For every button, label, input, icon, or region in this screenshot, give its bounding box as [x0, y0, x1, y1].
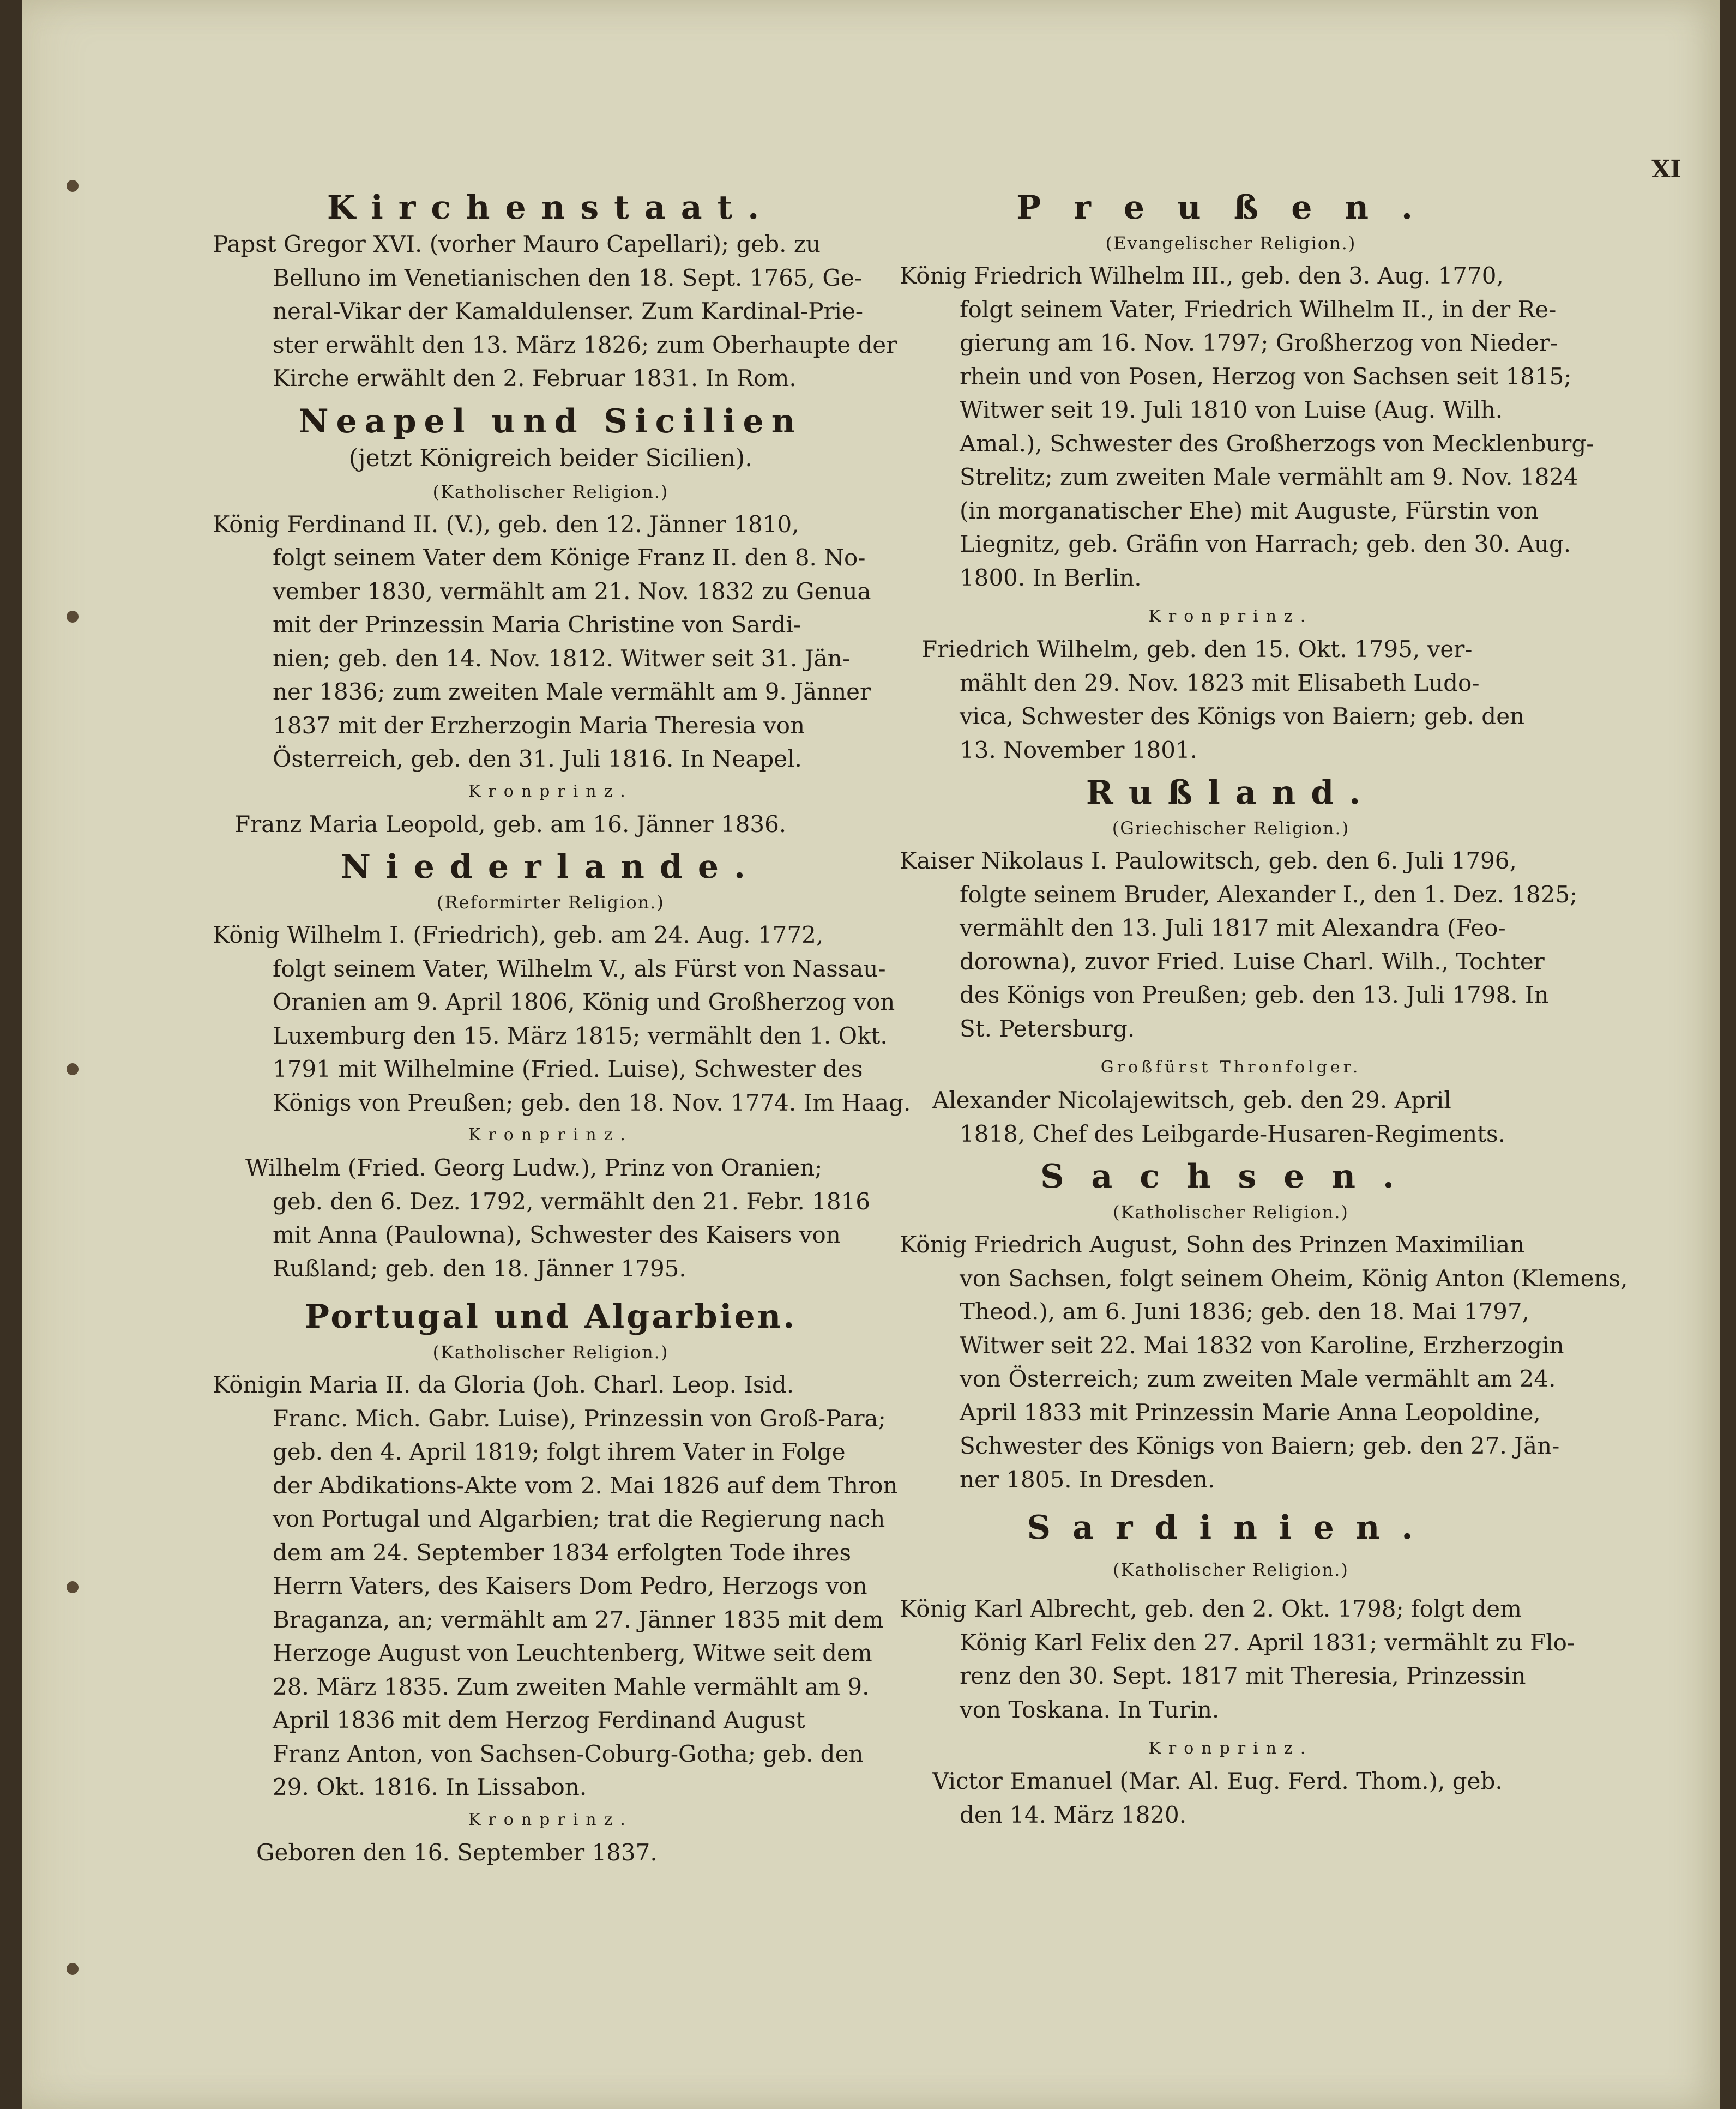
binding-stitch	[67, 1581, 79, 1593]
section-kirchenstaat	[213, 188, 897, 395]
text-line: Geboren den 16. September 1837.	[256, 1839, 658, 1866]
religion-label: (Katholischer Religion.)	[1113, 1202, 1349, 1222]
text-line: 29. Okt. 1816. In Lissabon.	[273, 1774, 587, 1800]
text-line: den 14. März 1820.	[960, 1801, 1187, 1828]
text-line: vermählt den 13. Juli 1817 mit Alexandra (Feo-	[960, 914, 1506, 941]
text-line: Franz Maria Leopold, geb. am 16. Jänner 1836.	[234, 810, 787, 837]
kronprinz-label: Kronprinz.	[468, 781, 633, 801]
text-line: Oranien am 9. April 1806, König und Großherzog von	[273, 989, 895, 1015]
section-sachsen	[900, 1157, 1628, 1496]
text-line: Österreich, geb. den 31. Juli 1816. In Neapel.	[273, 745, 802, 772]
text-line: Witwer seit 19. Juli 1810 von Luise (Aug. Wilh.	[960, 396, 1503, 423]
kronprinz-label: Großfürst Thronfolger.	[1100, 1058, 1361, 1077]
entry-text	[900, 1228, 1628, 1496]
text-line: Kirche erwählt den 2. Februar 1831. In Rom.	[273, 365, 797, 391]
text-line: 1800. In Berlin.	[960, 564, 1142, 591]
text-line: folgt seinem Vater, Friedrich Wilhelm II., in der Re-	[960, 296, 1557, 323]
text-line: 1818, Chef des Leibgarde-Husaren-Regiments.	[960, 1120, 1505, 1147]
text-line: renz den 30. Sept. 1817 mit Theresia, Prinzessin	[960, 1662, 1526, 1689]
text-line: Alexander Nicolajewitsch, geb. den 29. April	[932, 1087, 1451, 1113]
right-column	[900, 188, 1628, 1831]
section-niederlande	[213, 847, 911, 1285]
section-title: Neapel und Sicilien	[298, 402, 803, 441]
text-line: folgt seinem Vater dem Könige Franz II. den 8. No-	[273, 544, 866, 571]
text-line: Herzoge August von Leuchtenberg, Witwe seit dem	[273, 1640, 872, 1666]
section-sardinien	[900, 1508, 1575, 1831]
religion-label: (Griechischer Religion.)	[1112, 818, 1350, 839]
text-line: 28. März 1835. Zum zweiten Mahle vermählt am 9.	[273, 1673, 870, 1700]
kronprinz-label: Kronprinz.	[468, 1125, 633, 1144]
text-line: Königin Maria II. da Gloria (Joh. Charl. Leop. Isid.	[213, 1371, 794, 1398]
section-title: Kirchenstaat.	[327, 189, 775, 227]
kronprinz-text	[900, 632, 1562, 767]
kronprinz-label: Kronprinz.	[1148, 1739, 1313, 1758]
text-line: König Friedrich Wilhelm III., geb. den 3. Aug. 1770,	[900, 262, 1504, 289]
entry-text	[213, 227, 897, 395]
left-column	[213, 188, 911, 1869]
text-line: Amal.), Schwester des Großherzogs von Mecklenburg-	[960, 430, 1594, 457]
text-line: Witwer seit 22. Mai 1832 von Karoline, Erzherzogin	[960, 1331, 1564, 1359]
text-line: Franc. Mich. Gabr. Luise), Prinzessin von Groß-Para;	[273, 1405, 886, 1432]
section-title: Sachsen.	[1040, 1158, 1421, 1196]
text-line: geb. den 6. Dez. 1792, vermählt den 21. Febr. 1816	[273, 1188, 870, 1215]
kronprinz-text	[213, 1151, 889, 1285]
section-subtitle: (jetzt Königreich beider Sicilien).	[348, 444, 753, 472]
entry-text	[900, 1592, 1575, 1726]
text-line: Kaiser Nikolaus I. Paulowitsch, geb. den 6. Juli 1796,	[900, 847, 1517, 874]
text-line: 1791 mit Wilhelmine (Fried. Luise), Schwester des	[273, 1056, 863, 1082]
text-line: Luxemburg den 15. März 1815; vermählt den 1. Okt.	[273, 1022, 888, 1049]
text-line: ster erwählt den 13. März 1826; zum Oberhaupte der	[273, 331, 897, 358]
text-line: Braganza, an; vermählt am 27. Jänner 1835 mit dem	[273, 1606, 884, 1633]
text-line: Theod.), am 6. Juni 1836; geb. den 18. Mai 1797,	[960, 1298, 1529, 1325]
entry-text	[900, 844, 1578, 1045]
text-line: Belluno im Venetianischen den 18. Sept. 1765, Ge-	[273, 264, 862, 291]
text-line: der Abdikations-Akte vom 2. Mai 1826 auf dem Thron	[273, 1472, 898, 1499]
text-line: Papst Gregor XVI. (vorher Mauro Capellari); geb. zu	[213, 231, 821, 257]
entry-text	[213, 508, 889, 776]
text-line: ner 1805. In Dresden.	[960, 1466, 1215, 1493]
text-line: 1837 mit der Erzherzogin Maria Theresia von	[273, 712, 805, 739]
text-line: dem am 24. September 1834 erfolgten Tode ihres	[273, 1539, 852, 1566]
text-line: folgt seinem Vater, Wilhelm V., als Fürst von Nassau-	[273, 955, 886, 982]
text-line: vember 1830, vermählt am 21. Nov. 1832 zu Genua	[273, 577, 871, 605]
text-line: St. Petersburg.	[960, 1015, 1135, 1042]
kronprinz-label: Kronprinz.	[1148, 607, 1313, 626]
text-line: König Wilhelm I. (Friedrich), geb. am 24. Aug. 1772,	[213, 921, 824, 948]
text-line: Franz Anton, von Sachsen-Coburg-Gotha; geb. den	[273, 1740, 864, 1767]
kronprinz-text	[900, 1083, 1562, 1150]
entry-text	[213, 1368, 898, 1804]
text-line: gierung am 16. Nov. 1797; Großherzog von Nieder-	[960, 329, 1558, 356]
text-line: (in morganatischer Ehe) mit Auguste, Fürstin von	[960, 497, 1539, 524]
kronprinz-label: Kronprinz.	[468, 1810, 633, 1829]
binding-stitch	[67, 1063, 79, 1075]
religion-label: (Katholischer Religion.)	[1113, 1559, 1349, 1580]
text-line: mit der Prinzessin Maria Christine von Sardi-	[273, 611, 801, 638]
page-number: XI	[1651, 155, 1681, 183]
text-line: Victor Emanuel (Mar. Al. Eug. Ferd. Thom.), geb.	[932, 1768, 1503, 1794]
text-line: König Karl Felix den 27. April 1831; vermählt zu Flo-	[960, 1629, 1575, 1656]
text-line: geb. den 4. April 1819; folgt ihrem Vater in Folge	[273, 1438, 846, 1465]
text-line: rhein und von Posen, Herzog von Sachsen seit 1815;	[960, 363, 1572, 390]
section-portugal	[213, 1297, 898, 1869]
text-line: ner 1836; zum zweiten Male vermählt am 9. Jänner	[273, 678, 871, 705]
religion-label: (Katholischer Religion.)	[432, 481, 669, 502]
text-line: des Königs von Preußen; geb. den 13. Juli 1798. In	[960, 981, 1549, 1008]
entry-text	[900, 259, 1594, 594]
text-line: mit Anna (Paulowna), Schwester des Kaisers von	[273, 1221, 841, 1248]
text-line: 13. November 1801.	[960, 736, 1197, 763]
religion-label: (Evangelischer Religion.)	[1105, 233, 1357, 254]
text-line: Wilhelm (Fried. Georg Ludw.), Prinz von Oranien;	[245, 1154, 823, 1181]
section-title: Rußland.	[1086, 774, 1376, 812]
text-line: Herrn Vaters, des Kaisers Dom Pedro, Herzogs von	[273, 1572, 867, 1599]
text-line: dorowna), zuvor Fried. Luise Charl. Wilh., Tochter	[960, 948, 1545, 975]
religion-label: (Katholischer Religion.)	[432, 1342, 669, 1363]
section-title: Niederlande.	[341, 848, 761, 886]
text-line: folgte seinem Bruder, Alexander I., den 1. Dez. 1825;	[960, 881, 1578, 908]
text-line: April 1836 mit dem Herzog Ferdinand August	[273, 1707, 805, 1733]
binding-stitch	[67, 1963, 79, 1975]
kronprinz-text	[900, 1764, 1562, 1831]
text-line: von Österreich; zum zweiten Male vermählt am 24.	[960, 1365, 1556, 1392]
text-line: Friedrich Wilhelm, geb. den 15. Okt. 1795, ver-	[921, 636, 1473, 662]
text-line: von Toskana. In Turin.	[960, 1696, 1220, 1723]
text-line: Rußland; geb. den 18. Jänner 1795.	[273, 1255, 686, 1282]
entry-text	[213, 918, 911, 1119]
text-line: König Karl Albrecht, geb. den 2. Okt. 1798; folgt dem	[900, 1595, 1522, 1622]
text-line: neral-Vikar der Kamaldulenser. Zum Kardinal-Prie-	[273, 298, 864, 324]
text-line: Schwester des Königs von Baiern; geb. den 27. Jän-	[960, 1432, 1560, 1459]
text-line: April 1833 mit Prinzessin Marie Anna Leopoldine,	[960, 1399, 1541, 1426]
kronprinz-text	[213, 1836, 889, 1870]
text-line: vica, Schwester des Königs von Baiern; geb. den	[960, 703, 1525, 730]
section-title: Portugal und Algarbien.	[304, 1298, 797, 1336]
text-line: Liegnitz, geb. Gräfin von Harrach; geb. den 30. Aug.	[960, 531, 1571, 557]
text-line: nien; geb. den 14. Nov. 1812. Witwer seit 31. Jän-	[273, 644, 850, 672]
section-title: Sardinien.	[1027, 1509, 1435, 1547]
text-line: von Portugal und Algarbien; trat die Regierung nach	[273, 1505, 885, 1532]
text-line: König Ferdinand II. (V.), geb. den 12. Jänner 1810,	[213, 510, 799, 538]
text-line: von Sachsen, folgt seinem Oheim, König Anton (Klemens,	[960, 1264, 1628, 1292]
binding-stitch	[67, 180, 79, 192]
binding-stitch	[67, 611, 79, 623]
text-line: Strelitz; zum zweiten Male vermählt am 9. Nov. 1824	[960, 463, 1578, 490]
text-line: mählt den 29. Nov. 1823 mit Elisabeth Ludo-	[960, 669, 1480, 696]
section-russland	[900, 773, 1578, 1150]
text-line: Königs von Preußen; geb. den 18. Nov. 1774. Im Haag.	[273, 1089, 911, 1116]
section-neapel	[213, 402, 889, 841]
kronprinz-text	[213, 808, 889, 841]
text-line: König Friedrich August, Sohn des Prinzen Maximilian	[900, 1231, 1525, 1258]
religion-label: (Reformirter Religion.)	[437, 892, 665, 913]
section-title: Preußen.	[1016, 189, 1445, 227]
section-preussen	[900, 188, 1594, 767]
